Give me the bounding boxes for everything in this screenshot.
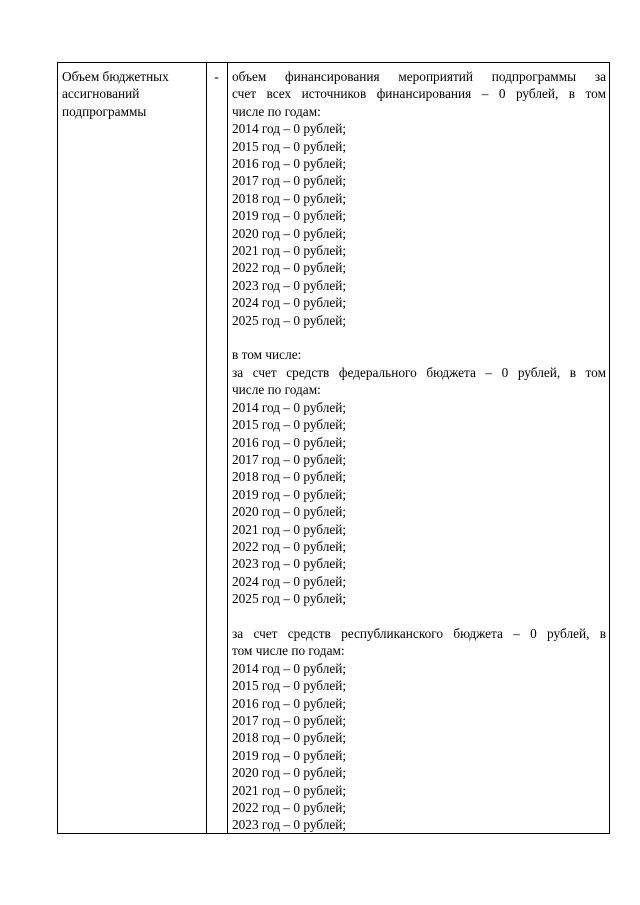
row-label-line: подпрограммы <box>62 103 147 119</box>
year-line: 2019 год – 0 рублей; <box>232 747 347 763</box>
year-line: 2021 год – 0 рублей; <box>232 243 347 259</box>
year-line: 2014 год – 0 рублей; <box>232 121 347 137</box>
funding-block-republican <box>232 625 606 834</box>
year-line: 2016 год – 0 рублей; <box>232 695 347 711</box>
year-line: 2018 год – 0 рублей; <box>232 469 347 485</box>
year-line: 2023 год – 0 рублей; <box>232 277 347 293</box>
year-line: 2025 год – 0 рублей; <box>232 591 347 607</box>
year-line: 2019 год – 0 рублей; <box>232 208 347 224</box>
intro-line: числе по годам: <box>232 103 321 119</box>
intro-line: том числе по годам: <box>232 643 345 659</box>
year-line: 2021 год – 0 рублей; <box>232 521 347 537</box>
year-line: 2016 год – 0 рублей; <box>232 434 347 450</box>
intro-line: за счет средств федерального бюджета – 0 рублей, в том <box>232 364 606 380</box>
year-line: 2022 год – 0 рублей; <box>232 260 347 276</box>
year-line: 2020 год – 0 рублей; <box>232 225 347 241</box>
year-line: 2024 год – 0 рублей; <box>232 573 347 589</box>
year-line: 2018 год – 0 рублей; <box>232 730 347 746</box>
year-line: 2015 год – 0 рублей; <box>232 417 347 433</box>
year-line: 2017 год – 0 рублей; <box>232 713 347 728</box>
funding-block-federal <box>232 346 606 607</box>
row-label-line: Объем бюджетных <box>62 69 169 84</box>
year-line: 2020 год – 0 рублей; <box>232 765 347 781</box>
intro-line: объем финансирования мероприятий подпрограммы за <box>232 69 606 84</box>
year-line: 2014 год – 0 рублей; <box>232 660 347 676</box>
year-line: 2020 год – 0 рублей; <box>232 504 347 520</box>
funding-content-cell <box>232 68 606 834</box>
year-line: 2025 год – 0 рублей; <box>232 312 347 328</box>
year-line: 2017 год – 0 рублей; <box>232 451 347 467</box>
year-line: 2017 год – 0 рублей; <box>232 173 347 189</box>
paragraph-gap <box>232 608 606 625</box>
year-line: 2015 год – 0 рублей; <box>232 678 347 694</box>
year-line: 2023 год – 0 рублей; <box>232 556 347 572</box>
budget-table <box>57 62 610 834</box>
year-line: 2021 год – 0 рублей; <box>232 782 347 798</box>
funding-block-total <box>232 68 606 329</box>
year-line: 2014 год – 0 рублей; <box>232 399 347 415</box>
year-line: 2023 год – 0 рублей; <box>232 817 347 833</box>
pre-line: в том числе: <box>232 347 302 363</box>
year-line: 2022 год – 0 рублей; <box>232 800 347 816</box>
column-divider <box>227 63 228 833</box>
year-line: 2022 год – 0 рублей; <box>232 538 347 554</box>
paragraph-gap <box>232 329 606 346</box>
year-line: 2018 год – 0 рублей; <box>232 190 347 206</box>
intro-line: счет всех источников финансирования – 0 рублей, в том <box>232 86 606 102</box>
intro-line: числе по годам: <box>232 382 321 398</box>
column-divider <box>206 63 207 833</box>
intro-line: за счет средств республиканского бюджета – 0 рублей, в <box>232 625 606 641</box>
row-label-cell <box>62 68 202 120</box>
row-label-line: ассигнований <box>62 86 140 102</box>
year-line: 2016 год – 0 рублей; <box>232 156 347 172</box>
year-line: 2024 год – 0 рублей; <box>232 295 347 311</box>
year-line: 2019 год – 0 рублей; <box>232 486 347 502</box>
dash-cell: - <box>214 69 219 84</box>
year-line: 2015 год – 0 рублей; <box>232 138 347 154</box>
